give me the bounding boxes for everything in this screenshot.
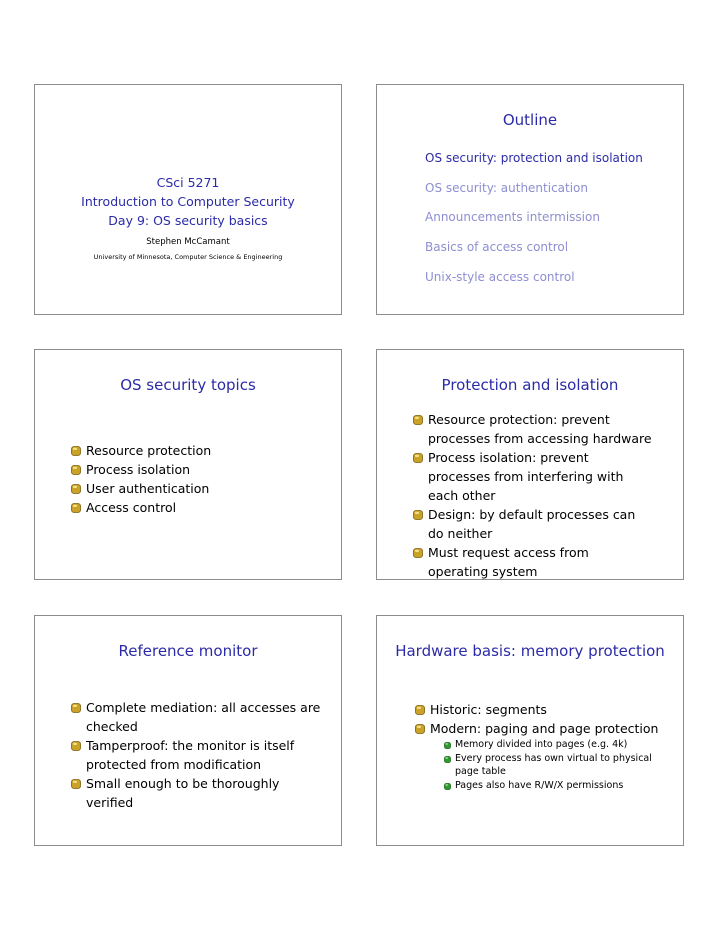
slide-title: [34, 84, 342, 315]
slide-hardware-basis: [376, 615, 684, 846]
lecture-title: Day 9: OS security basics: [108, 213, 268, 228]
gold-bullet-icon: [71, 484, 81, 494]
bullet-item: Access control: [71, 498, 331, 517]
gold-bullet-icon: [71, 503, 81, 513]
green-bullet-icon: [444, 756, 451, 763]
author: Stephen McCamant: [146, 237, 230, 247]
gold-bullet-icon: [71, 741, 81, 751]
sub-bullet-item: Every process has own virtual to physical page table: [444, 752, 670, 779]
outline-item: Announcements intermission: [425, 210, 600, 225]
gold-bullet-icon: [71, 465, 81, 475]
gold-bullet-icon: [71, 446, 81, 456]
slide-heading: Reference monitor: [118, 642, 258, 660]
course-number: CSci 5271: [156, 175, 220, 190]
gold-bullet-icon: [413, 415, 423, 425]
bullet-item: Design: by default processes can do neither: [413, 505, 653, 543]
bullet-item: Modern: paging and page protection Memory divided into pages (e.g. 4k) Every process has own virtual to physical page table Pages also have R/W/X permissions: [415, 719, 670, 792]
sub-bullet-list: [444, 738, 670, 792]
gold-bullet-icon: [71, 779, 81, 789]
bullet-item: Process isolation: [71, 460, 331, 479]
green-bullet-icon: [444, 742, 451, 749]
slide-reference-monitor: [34, 615, 342, 846]
slide-heading: OS security topics: [120, 376, 256, 394]
slide-protection-isolation: [376, 349, 684, 580]
green-bullet-icon: [444, 783, 451, 790]
bullet-item: Resource protection: prevent processes from accessing hardware: [413, 410, 653, 448]
slide-heading: Protection and isolation: [441, 376, 619, 394]
gold-bullet-icon: [413, 548, 423, 558]
outline-item: Unix-style access control: [425, 269, 575, 284]
bullet-item: Historic: segments: [415, 700, 670, 719]
title-block: [35, 173, 341, 230]
course-name: Introduction to Computer Security: [81, 194, 295, 209]
bullet-item: Must request access from operating system: [413, 543, 653, 581]
bullet-item: Complete mediation: all accesses are checked: [71, 698, 321, 736]
bullet-list: [71, 698, 321, 812]
gold-bullet-icon: [413, 453, 423, 463]
bullet-list: [415, 700, 670, 792]
bullet-list: [413, 410, 653, 581]
outline-item-current: OS security: protection and isolation: [425, 151, 643, 165]
bullet-item: Process isolation: prevent processes from interfering with each other: [413, 448, 653, 505]
gold-bullet-icon: [415, 724, 425, 734]
outline-list: [425, 150, 643, 298]
outline-item: Basics of access control: [425, 240, 569, 255]
outline-item: OS security: authentication: [425, 180, 589, 195]
gold-bullet-icon: [413, 510, 423, 520]
bullet-list: [71, 441, 331, 517]
bullet-item: User authentication: [71, 479, 331, 498]
slide-outline: [376, 84, 684, 315]
gold-bullet-icon: [71, 703, 81, 713]
sub-bullet-item: Pages also have R/W/X permissions: [444, 779, 670, 793]
slide-os-security-topics: [34, 349, 342, 580]
affiliation: University of Minnesota, Computer Science & Engineering: [93, 253, 283, 261]
gold-bullet-icon: [415, 705, 425, 715]
sub-bullet-item: Memory divided into pages (e.g. 4k): [444, 738, 670, 752]
bullet-item: Resource protection: [71, 441, 331, 460]
slide-heading: Hardware basis: memory protection: [395, 642, 665, 660]
bullet-item: Tamperproof: the monitor is itself protected from modification: [71, 736, 321, 774]
slide-heading: Outline: [502, 111, 558, 129]
bullet-item: Small enough to be thoroughly verified: [71, 774, 321, 812]
